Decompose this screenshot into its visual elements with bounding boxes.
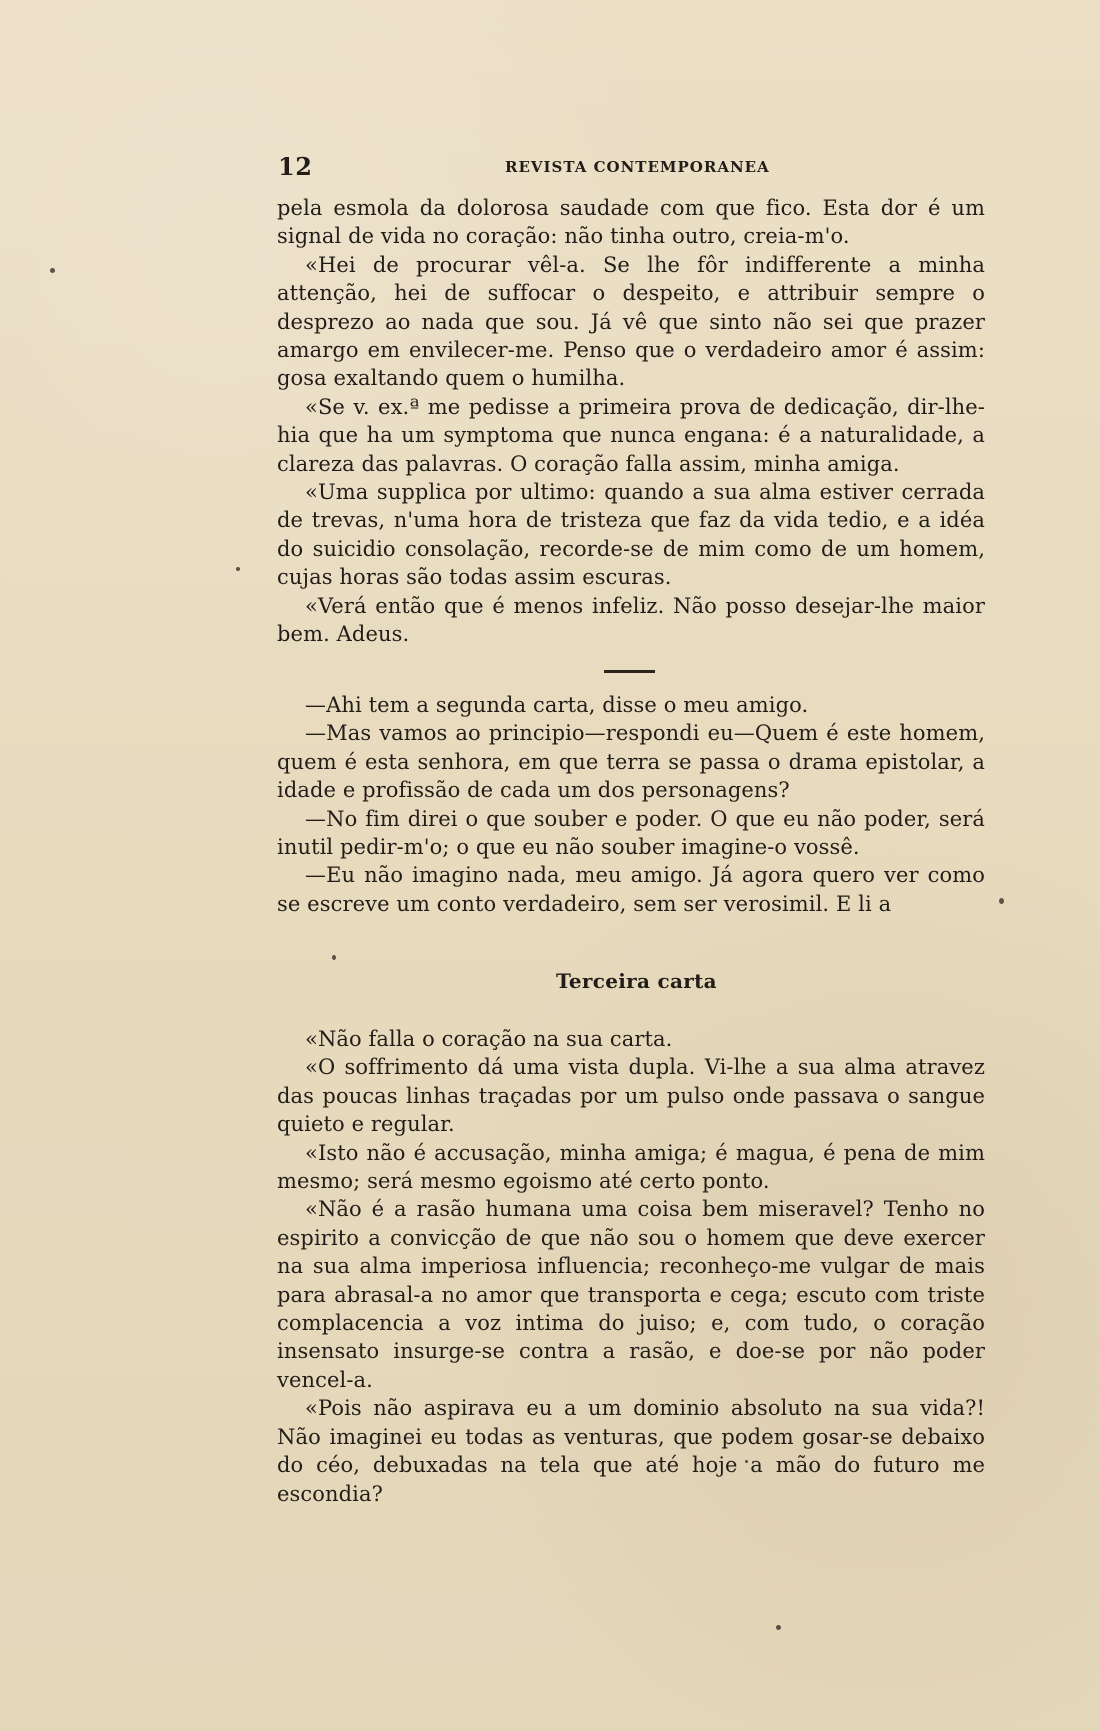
paragraph: «Se v. ex.ª me pedisse a primeira prova de dedicação, dir-lhe-hia que ha um symptoma que nunca engana: é a naturalidade, a clareza das palavras. O coração falla assim, minha amiga. [277,394,985,476]
dialogue-line: —No fim direi o que souber e poder. O que eu não poder, será inutil pedir-m'o; o que eu não souber imagine-o vossê. [277,806,985,860]
paragraph: «Verá então que é menos infeliz. Não posso desejar-lhe maior bem. Adeus. [277,593,985,647]
paragraph: «O soffrimento dá uma vista dupla. Vi-lhe a sua alma atravez das poucas linhas traçadas por um pulso onde passava o sangue quieto e regular. [277,1055,985,1137]
paragraph: «Uma supplica por ultimo: quando a sua alma estiver cerrada de trevas, n'uma hora de tristeza que faz da vida tedio, e a idéa do suicidio consolação, recorde-se de mim como de um homem, cujas horas são todas assim escuras. [277,480,985,590]
ink-speck [236,567,240,571]
ink-speck [332,955,336,960]
ink-speck [776,1625,781,1630]
paragraph: «Isto não é accusação, minha amiga; é magua, é pena de mim mesmo; será mesmo egoismo até certo ponto. [277,1140,985,1194]
paragraph: «Não falla o coração na sua carta. [305,1027,673,1051]
paragraph: «Hei de procurar vêl-a. Se lhe fôr indifferente a minha attenção, hei de suffocar o despeito, e attribuir sempre o desprezo ao nada que sou. Já vê que sinto não sei que prazer amargo em envilecer-me. Penso que o verdadeiro amor é assim: gosa exaltando quem o humilha. [277,252,985,391]
running-head: REVISTA CONTEMPORANEA [505,158,770,176]
separator-rule [604,670,655,673]
ink-speck [999,898,1004,904]
paragraph: pela esmola da dolorosa saudade com que fico. Esta dor é um signal de vida no coração: não tinha outro, creia-m'o. [277,196,985,249]
paragraph: «Não é a rasão humana uma coisa bem miseravel? Tenho no espirito a convicção de que não sou o homem que deve exercer na sua alma imperiosa influencia; reconheço-me vulgar de mais para abrasal-a no amor que transporta e cega; escuto com triste complacencia a voz intima do juiso; e, com tudo, o coração insensato insurge-se contra a rasão, e doe-se por não poder vencel-a. [277,1197,985,1392]
ink-speck [50,268,55,273]
page-header [278,152,778,182]
dialogue-line: —Mas vamos ao principio—respondi eu—Quem é este homem, quem é esta senhora, em que terra se passa o drama epistolar, a idade e profissão de cada um dos personagens? [277,721,985,803]
dialogue-line: —Ahi tem a segunda carta, disse o meu amigo. [305,693,809,717]
section-title: Terceira carta [556,969,717,993]
paragraph: «Pois não aspirava eu a um dominio absoluto na sua vida?! Não imaginei eu todas as venturas, que podem gosar-se debaixo do céo, debuxadas na tela que até hoje a mão do futuro me escondia? [277,1396,985,1506]
page-number: 12 [278,152,313,181]
dialogue-line: —Eu não imagino nada, meu amigo. Já agora quero ver como se escreve um conto verdadeiro, sem ser verosimil. E li a [277,863,985,916]
text-block-one [277,194,985,649]
text-block-two [277,691,985,918]
text-block-three [277,1025,985,1508]
